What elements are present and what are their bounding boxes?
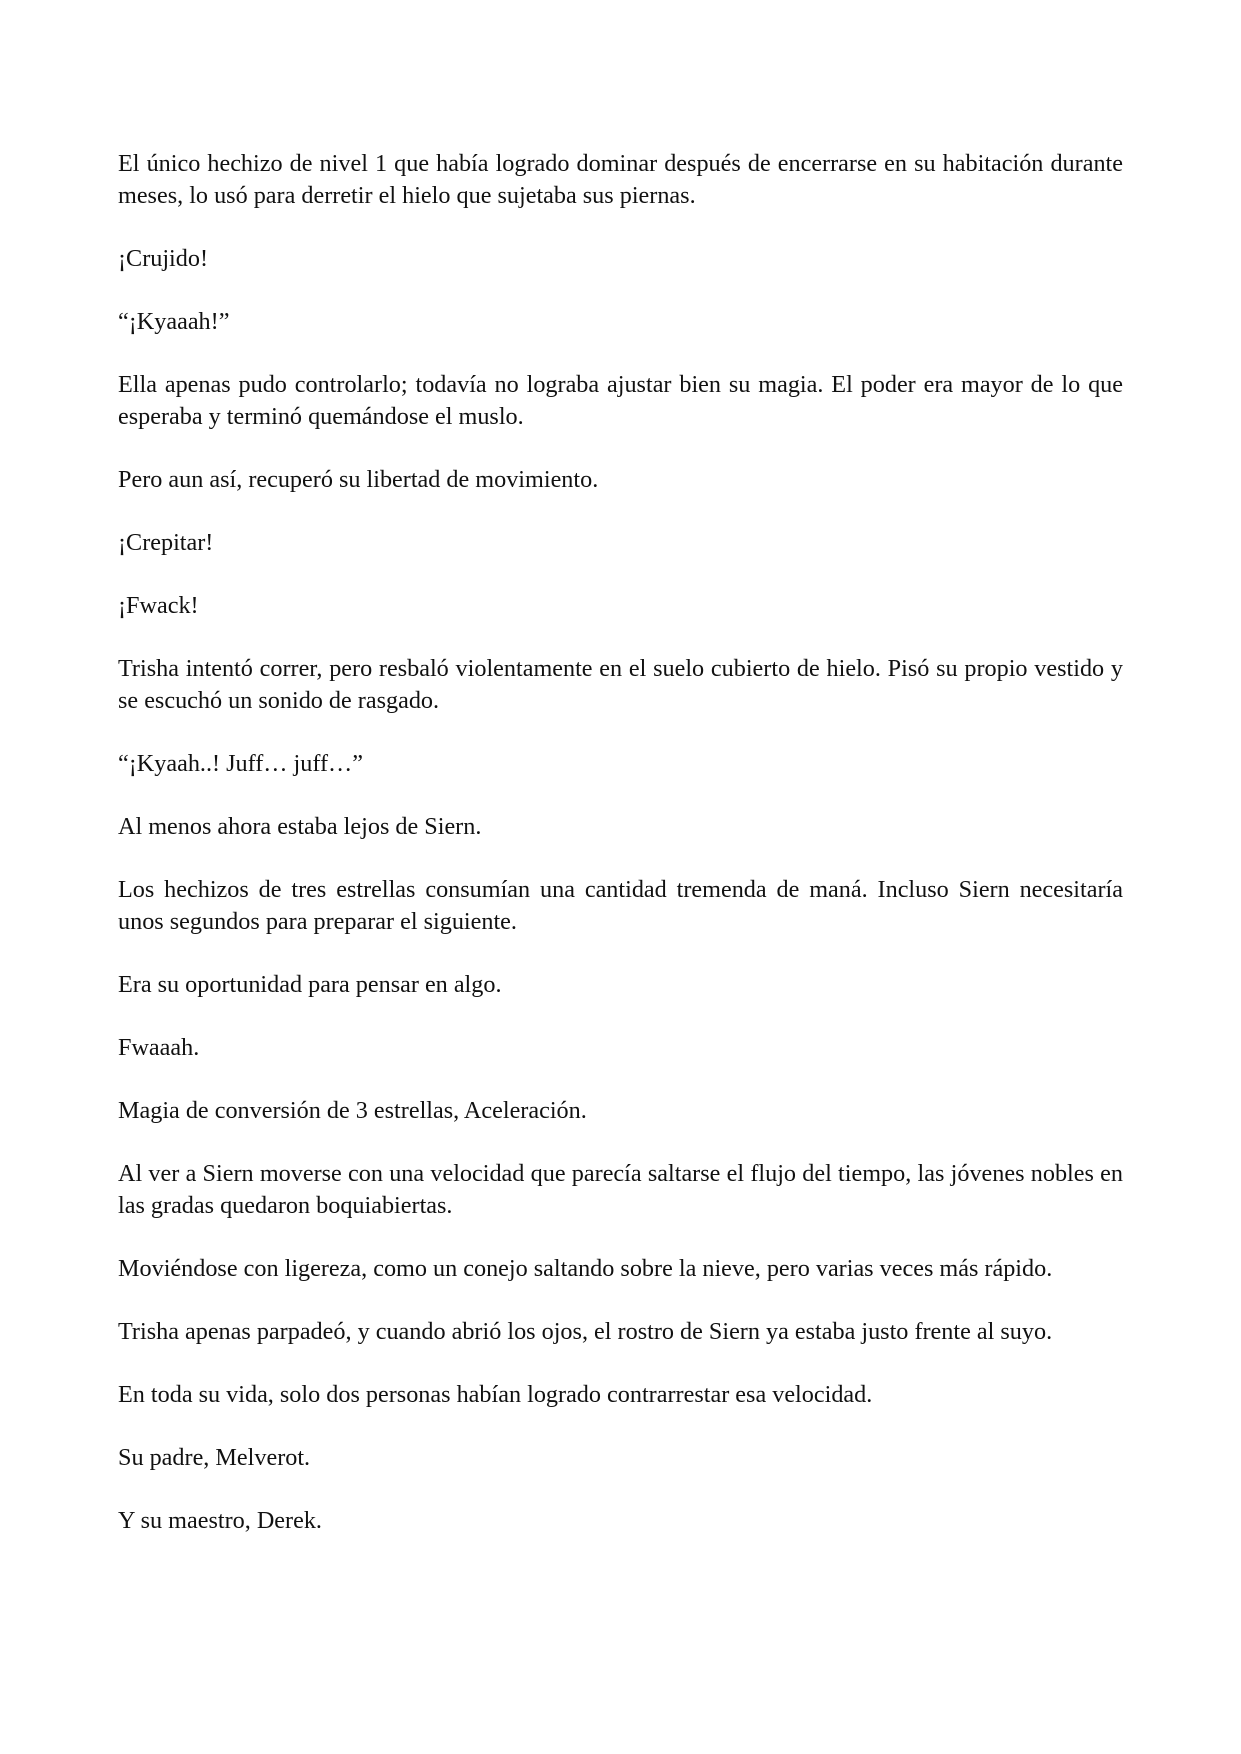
document-page bbox=[118, 148, 1123, 1568]
paragraph-10: Al menos ahora estaba lejos de Siern. bbox=[118, 813, 482, 840]
paragraph-6: ¡Crepitar! bbox=[118, 529, 214, 556]
paragraph-2: ¡Crujido! bbox=[118, 245, 209, 272]
paragraph-12: Era su oportunidad para pensar en algo. bbox=[118, 971, 502, 998]
paragraph-18: En toda su vida, solo dos personas habían logrado contrarrestar esa velocidad. bbox=[118, 1381, 873, 1408]
paragraph-5: Pero aun así, recuperó su libertad de movimiento. bbox=[118, 466, 599, 493]
paragraph-14: Magia de conversión de 3 estrellas, Aceleración. bbox=[118, 1097, 587, 1124]
paragraph-17: Trisha apenas parpadeó, y cuando abrió los ojos, el rostro de Siern ya estaba justo frente al suyo. bbox=[118, 1318, 1053, 1345]
paragraph-20: Y su maestro, Derek. bbox=[118, 1507, 322, 1534]
paragraph-4: Ella apenas pudo controlarlo; todavía no lograba ajustar bien su magia. El poder era mayor de lo que esperaba y terminó quemándose el muslo. bbox=[118, 371, 1123, 430]
paragraph-7: ¡Fwack! bbox=[118, 592, 199, 619]
paragraph-16: Moviéndose con ligereza, como un conejo saltando sobre la nieve, pero varias veces más rápido. bbox=[118, 1255, 1053, 1282]
paragraph-8: Trisha intentó correr, pero resbaló violentamente en el suelo cubierto de hielo. Pisó su propio vestido y se escuchó un sonido de rasgado. bbox=[118, 655, 1123, 714]
paragraph-15: Al ver a Siern moverse con una velocidad que parecía saltarse el flujo del tiempo, las jóvenes nobles en las gradas quedaron boquiabiertas. bbox=[118, 1160, 1123, 1219]
paragraph-19: Su padre, Melverot. bbox=[118, 1444, 311, 1471]
paragraph-11: Los hechizos de tres estrellas consumían una cantidad tremenda de maná. Incluso Siern necesitaría unos segundos para preparar el siguiente. bbox=[118, 876, 1123, 935]
paragraph-9: “¡Kyaah..! Juff… juff…” bbox=[118, 750, 363, 777]
paragraph-13: Fwaaah. bbox=[118, 1034, 200, 1061]
paragraph-1: El único hechizo de nivel 1 que había logrado dominar después de encerrarse en su habitación durante meses, lo usó para derretir el hielo que sujetaba sus piernas. bbox=[118, 150, 1123, 209]
paragraph-3: “¡Kyaaah!” bbox=[118, 308, 230, 335]
